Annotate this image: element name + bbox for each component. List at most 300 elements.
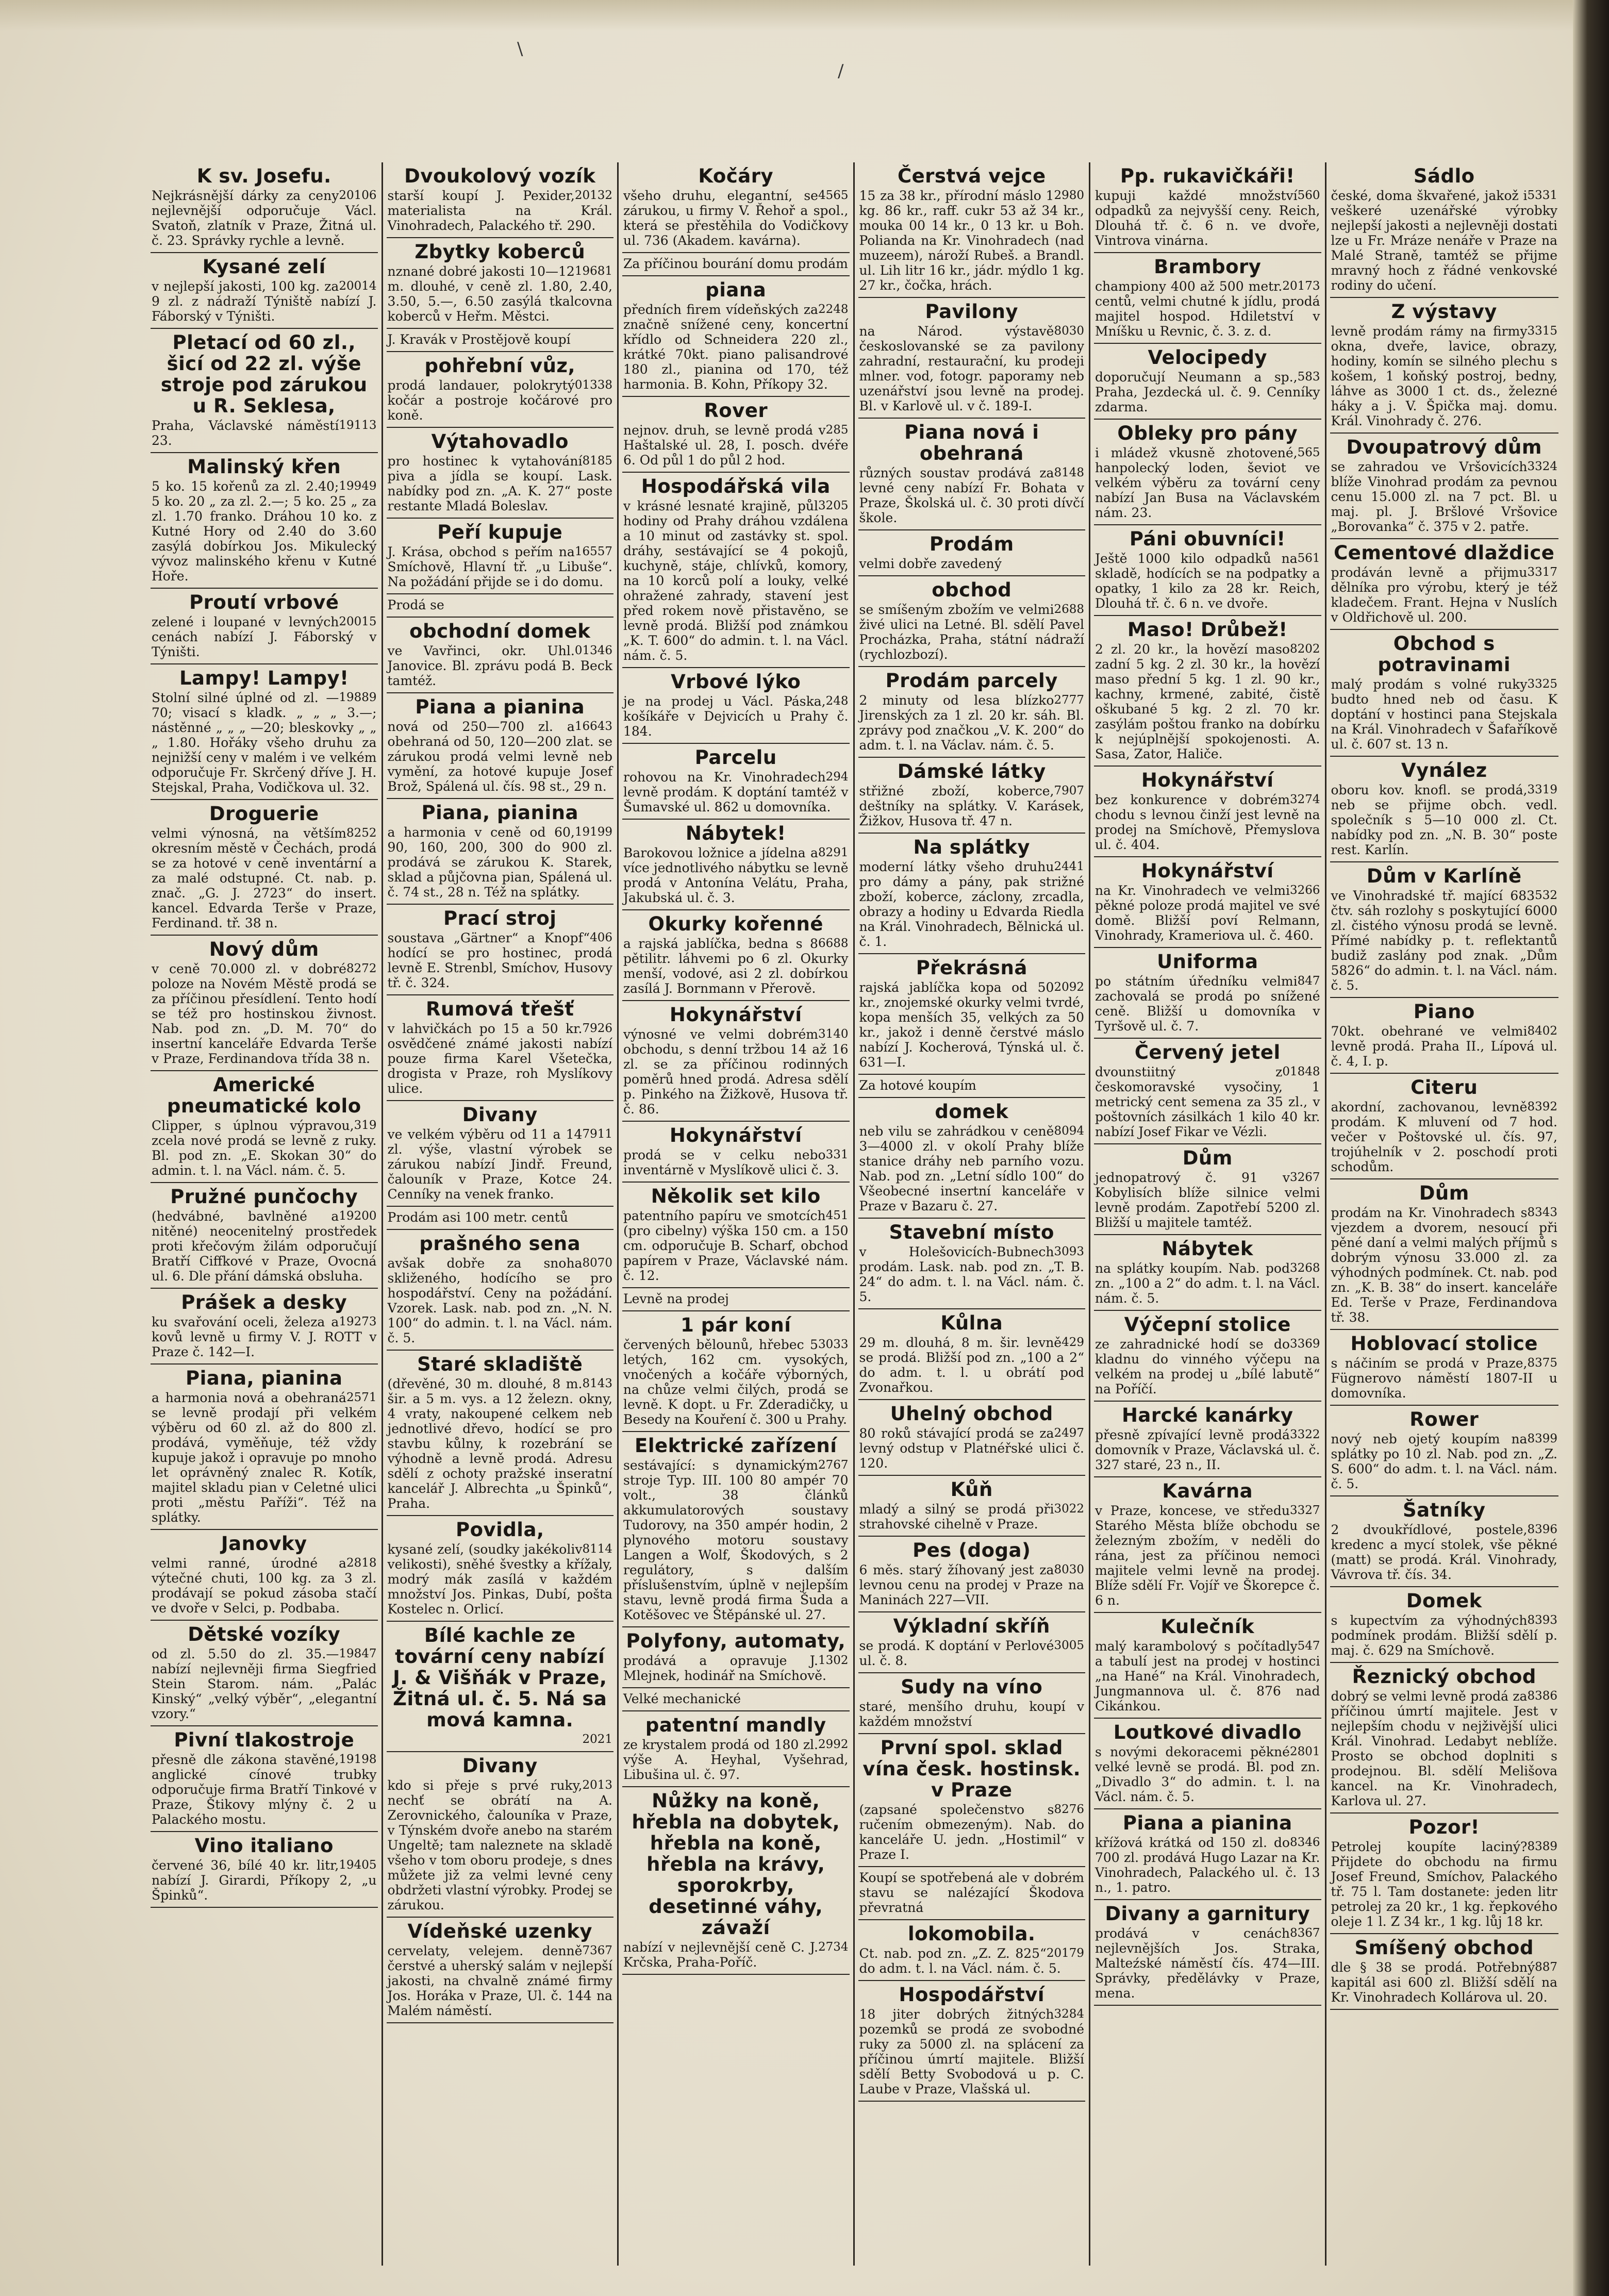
classified-ad bbox=[858, 1981, 1086, 2102]
ad-body bbox=[152, 1752, 377, 1827]
classified-ad bbox=[387, 1752, 614, 1918]
ad-body bbox=[623, 256, 849, 271]
ad-body bbox=[859, 556, 1085, 571]
ad-number: 2992 bbox=[818, 1738, 849, 1751]
ad-body bbox=[1331, 888, 1558, 993]
classified-ad bbox=[858, 1309, 1086, 1400]
ad-text: Stolní silné úplné od zl. —70; visací s kladk. „ „ „ 3.—; nástěnné „ „ „ —20; bleskovky „ „ „ 1.80. Hořáky všeho druhu za nejnižší ceny v malém i ve velkém odporučuje Fr. Skrčený dříve J. H. Stejskal, Praha, Vodičkova ul. 32. bbox=[152, 690, 377, 795]
ad-text: na splátky koupím. Nab. pod zn. „100 a 2“ do adm. t. l. na Václ. nám. č. 5. bbox=[1095, 1261, 1320, 1306]
ad-text: po státním úředníku velmi zachovalá se prodá po snížené ceně. Bližší u domovníka v Tyršově ul. č. 7. bbox=[1095, 974, 1320, 1034]
ad-body bbox=[1095, 1064, 1320, 1139]
ad-title: Kočáry bbox=[698, 165, 774, 187]
ad-number: 19200 bbox=[339, 1209, 377, 1223]
ad-number: 19681 bbox=[574, 264, 612, 278]
classified-ad bbox=[1094, 1613, 1321, 1719]
ad-title: Dům bbox=[1182, 1147, 1233, 1169]
classified-ad bbox=[1094, 948, 1321, 1039]
ad-number: 2248 bbox=[818, 303, 849, 316]
classified-ad bbox=[622, 162, 850, 253]
classified-ad bbox=[622, 820, 850, 910]
ad-title: Nový dům bbox=[209, 938, 319, 960]
ad-text: nznané dobré jakosti 10—12 m. dlouhé, v ceně zl. 1.80, 2.40, 3.50, 5.—, 6.50 zasýlá tkalcovna koberců v Heřm. Městci. bbox=[387, 264, 612, 324]
classified-ad bbox=[858, 1673, 1086, 1734]
ad-body bbox=[152, 479, 377, 584]
ad-body bbox=[152, 961, 377, 1066]
ad-title: Na splátky bbox=[913, 836, 1030, 858]
classified-ad bbox=[1094, 525, 1321, 616]
ad-number: 565 bbox=[1297, 446, 1320, 459]
ad-text: ve velkém výběru od 11 a 14 zl. výše, vlastní výrobek se zárukou nabízí Jindř. Freund, čalouník v Praze, Kotce 24. Cenníky na venek franko. bbox=[387, 1127, 612, 1202]
ad-body bbox=[859, 859, 1085, 949]
ad-text: Za příčinou bourání domu prodám bbox=[623, 256, 848, 271]
ad-title: Vino italiano bbox=[194, 1835, 334, 1857]
ad-number: 532 bbox=[1535, 889, 1557, 902]
classified-ad bbox=[387, 1207, 614, 1230]
classified-ad bbox=[1330, 1406, 1559, 1496]
ad-text: i mládež vkusně zhotovené, hanpolecký loden, ševiot ve velkém výběru za tovární ceny nabízí Jan Busa na Václavském nám. 23. bbox=[1095, 445, 1320, 520]
ad-body bbox=[859, 1946, 1085, 1976]
ad-title: Piano bbox=[1413, 1001, 1475, 1023]
classified-ad bbox=[1330, 1330, 1559, 1406]
ad-number: 7926 bbox=[582, 1022, 612, 1035]
ad-title: Piana a pianina bbox=[415, 696, 585, 718]
ad-title: První spol. sklad vína česk. hostinsk. v Praze bbox=[862, 1737, 1081, 1801]
ad-body bbox=[1331, 1205, 1558, 1325]
ad-column-4 bbox=[855, 162, 1091, 2266]
ad-text: ze krystalem prodá od 180 zl. výše A. Heyhal, Vyšehrad, Libušina ul. č. 97. bbox=[623, 1737, 849, 1782]
ad-text: je na prodej u Václ. Páska, košíkáře v Dejvicích u Prahy č. 184. bbox=[623, 694, 849, 739]
ad-body bbox=[388, 1943, 613, 2018]
ad-text: mladý a silný se prodá při strahovské cihelně v Praze. bbox=[859, 1502, 1054, 1532]
ad-number: 19199 bbox=[574, 825, 612, 839]
classified-ad bbox=[151, 589, 378, 664]
ad-number: 2021 bbox=[582, 1733, 612, 1746]
ad-number: 20106 bbox=[339, 189, 377, 202]
ad-number: 8343 bbox=[1527, 1206, 1557, 1219]
ad-title: Brambory bbox=[1154, 256, 1262, 278]
classified-ad bbox=[151, 800, 378, 936]
ad-title: Polyfony, automaty, bbox=[626, 1630, 846, 1652]
ad-number: 20132 bbox=[574, 189, 612, 202]
classified-ad bbox=[387, 1101, 614, 1207]
ad-number: 6688 bbox=[818, 937, 849, 950]
ad-text: J. Kravák v Prostějově koupí bbox=[387, 332, 571, 347]
classified-ad bbox=[622, 1627, 850, 1688]
ad-title: Prodám parcely bbox=[885, 670, 1058, 692]
ad-title: obchod bbox=[932, 579, 1012, 601]
classified-ad bbox=[622, 1122, 850, 1183]
ad-number: 20014 bbox=[339, 279, 377, 293]
ad-title: Cementové dlaždice bbox=[1334, 542, 1555, 564]
ad-number: 560 bbox=[1297, 189, 1320, 202]
ad-number: 8389 bbox=[1527, 1840, 1557, 1853]
ad-body bbox=[152, 1646, 377, 1721]
ad-text: zelené i loupané v levných cenách nabízí J. Fáborský v Týništi. bbox=[152, 614, 377, 659]
ad-number: 4565 bbox=[818, 189, 849, 202]
ad-text: s náčiním se prodá v Praze, Fügnerovo náměstí 1807-II u domovníka. bbox=[1331, 1356, 1557, 1401]
ad-text: oboru kov. knofl. se prodá, neb se přijme obch. vedl. společník s 5—10 000 zl. Ct. nabídky pod zn. „N. B. 30“ poste rest. Karlín. bbox=[1331, 783, 1557, 857]
classified-ad bbox=[387, 329, 614, 352]
ad-title: prašného sena bbox=[419, 1233, 581, 1255]
ad-body bbox=[623, 423, 849, 468]
ad-number: 8070 bbox=[582, 1256, 612, 1270]
classified-ad bbox=[1094, 253, 1321, 344]
ad-body bbox=[1095, 1337, 1320, 1396]
ad-text: Za hotové koupím bbox=[859, 1078, 976, 1093]
classified-ad bbox=[151, 936, 378, 1071]
ad-text: prodává v cenách nejlevnějších Jos. Straka, Malteźské náměstí čís. 474—III. Správky, předělávky v Praze, mena. bbox=[1095, 1926, 1320, 2001]
ad-title: K sv. Josefu. bbox=[196, 165, 331, 187]
ad-title: 1 pár koní bbox=[681, 1314, 791, 1336]
ad-body bbox=[859, 1502, 1085, 1532]
ad-number: 8399 bbox=[1527, 1432, 1557, 1445]
ad-text: křížová krátká od 150 zl. do 700 zl. prodává Hugo Lazar na Kr. Vinohradech, Palackého ul. č. 13 n., 1. patro. bbox=[1095, 1835, 1320, 1895]
classified-ad bbox=[858, 576, 1086, 667]
ad-body bbox=[623, 1147, 849, 1177]
ad-title: obchodní domek bbox=[409, 620, 591, 642]
ad-number: 3327 bbox=[1289, 1504, 1320, 1517]
ad-body bbox=[859, 1335, 1085, 1395]
ad-text: červených bělounů, hřebec 5 letých, 162 cm. vysokých, vnočených a kočáře výborných, na chůze velmi čilých, prodá se levně. K dopt. u Fr. Zderadičky, u Besedy na Kouření č. 300 u Prahy. bbox=[623, 1337, 849, 1427]
ad-title: Vrbové lýko bbox=[671, 671, 801, 693]
ad-number: 3268 bbox=[1289, 1261, 1320, 1275]
ad-text: a rajská jablíčka, bedna s 8 pětilitr. láhvemi po 6 zl. Okurky menší, vodové, asi 2 zl. dobírkou zasílá J. Bornmann v Přerově. bbox=[623, 936, 849, 996]
classified-ad bbox=[622, 1311, 850, 1432]
ad-text: s novými dekoracemi pěkné velké levně se prodá. Bl. pod zn. „Divadlo 3“ do admin. t. l. na Václ. nám. č. 5. bbox=[1095, 1744, 1320, 1804]
ad-body bbox=[152, 826, 377, 930]
ad-title: Šatníky bbox=[1402, 1499, 1486, 1521]
classified-ad bbox=[622, 253, 850, 276]
classified-ad bbox=[151, 253, 378, 329]
ad-title: Americké pneumatické kolo bbox=[167, 1074, 361, 1117]
ad-body bbox=[623, 694, 849, 739]
ad-number: 406 bbox=[590, 931, 612, 944]
ad-body bbox=[1331, 1522, 1558, 1582]
ad-number: 19847 bbox=[339, 1647, 377, 1660]
ad-number: 3369 bbox=[1289, 1337, 1320, 1351]
ad-number: 3322 bbox=[1289, 1428, 1320, 1441]
ad-number: 20015 bbox=[339, 615, 377, 628]
classified-ad bbox=[1330, 1179, 1559, 1330]
ad-number: 8291 bbox=[818, 846, 849, 859]
ad-text: jednopatrový č. 91 v Kobylisích blíže silnice velmi levně prodám. Zapotřebí 5200 zl. Bližší u majitele tamtéž. bbox=[1095, 1170, 1320, 1230]
ad-body bbox=[388, 1376, 613, 1511]
ad-text: rohovou na Kr. Vinohradech levně prodám. K doptání tamtéž v Šumavské ul. 862 u domovníka. bbox=[623, 770, 849, 814]
ad-text: moderní látky všeho druhu pro dámy a pány, pak strižné zboží, koberce, záclony, zrcadla, obrazy a hodiny u Edvarda Riedla na Král. Vinohradech, Bělnická ul. č. 1. bbox=[859, 859, 1084, 949]
ad-text: staré, menšího druhu, koupí v každém množství bbox=[859, 1699, 1084, 1729]
classified-ad bbox=[151, 1183, 378, 1289]
ad-text: Koupí se spotřebená ale v dobrém stavu se nalézající Škodova převratná bbox=[859, 1870, 1084, 1915]
ad-body bbox=[388, 825, 613, 900]
classified-ad bbox=[1094, 1719, 1321, 1809]
ad-body bbox=[859, 1638, 1085, 1668]
ad-text: ve Vavřinci, okr. Uhl. Janovice. Bl. zprávu podá B. Beck tamtéž. bbox=[387, 643, 612, 688]
ad-text: Prodám asi 100 metr. centů bbox=[387, 1210, 568, 1225]
classified-ad bbox=[622, 276, 850, 397]
ad-text: v Holešovicích-Bubnech prodám. Lask. nab. pod zn. „T. B. 24“ do adm. t. l. na Václ. nám. č. 5. bbox=[859, 1244, 1084, 1304]
ad-title: Piana a pianina bbox=[1122, 1812, 1292, 1834]
ad-title: Několik set kilo bbox=[651, 1185, 821, 1207]
ad-body bbox=[859, 1699, 1085, 1729]
classified-ad bbox=[622, 473, 850, 668]
ad-body bbox=[623, 1208, 849, 1283]
classified-ad bbox=[622, 668, 850, 744]
ad-body bbox=[152, 1315, 377, 1359]
ad-body bbox=[623, 1291, 849, 1306]
classified-ad bbox=[1330, 1496, 1559, 1587]
classified-ad bbox=[1330, 757, 1559, 862]
ad-text: se smíšeným zbožím ve velmi živé ulici na Letné. Bl. sdělí Pavel Procházka, Praha, státní nádraží (rychlozbozí). bbox=[859, 602, 1084, 662]
ad-title: Divany a garnitury bbox=[1105, 1903, 1311, 1925]
ad-text: přesně dle zákona stavěné, anglické cínové trubky odporučuje firma Bratří Tinkové v Praze, Štikovy mlýny č. 2 u Palackého mostu. bbox=[152, 1752, 377, 1827]
ad-number: 2497 bbox=[1054, 1426, 1084, 1440]
ad-title: patentní mandly bbox=[645, 1714, 826, 1736]
ad-body bbox=[1331, 1839, 1558, 1929]
ad-text: kysané zelí, (soudky jakékoliv velikosti), sněhé švestky a křížaly, modrý mák zasílá v každém množství Jos. Pinkas, Dubí, pošta Kostelec n. Orlicí. bbox=[387, 1542, 612, 1617]
ad-body bbox=[859, 1870, 1085, 1915]
ad-text: prodá se v celku nebo inventárně v Myslíkově ulici č. 3. bbox=[623, 1147, 839, 1177]
ad-text: a harmonia v ceně od 60, 90, 160, 200, 300 do 900 zl. prodává se zárukou K. Starek, sklad a půjčovna pian, Spálená ul. č. 74 st., 28 n. Též na splátky. bbox=[387, 825, 612, 900]
ad-text: všeho druhu, elegantní, se zárukou, u firmy V. Řehoř a spol., která se přestěhila do Vodičkovy ul. 736 (Akadem. kavárna). bbox=[623, 188, 849, 248]
ad-number: 3315 bbox=[1527, 324, 1557, 338]
page-binding-edge bbox=[1573, 0, 1609, 2296]
classified-ad bbox=[387, 799, 614, 905]
ad-number: 8346 bbox=[1289, 1836, 1320, 1849]
ad-text: levně prodám rámy na firmy okna, dveře, lavice, obrazy, hodiny, komín se silného plechu s košem, 1 koňský postroj, bedny, láhve as 3000 1 ct. ds., železné háky a j. V. Špička maj. domu. Král. Vinohrady č. 276. bbox=[1331, 324, 1557, 428]
ad-body bbox=[388, 1127, 613, 1202]
ad-text: ve Vinohradské tř. mající 683 čtv. sáh rozlohy s poskytující 6000 zl. čistého výnosu prodá se levně. Přímé nabídky p. t. reflektantů budiž zaslány pod znak. „Dům 5826“ do admin. t. l. na Václ. nám. č. 5. bbox=[1331, 888, 1557, 993]
ad-body bbox=[859, 2007, 1085, 2097]
ad-body bbox=[623, 498, 849, 663]
ad-title: Uniforma bbox=[1157, 951, 1258, 973]
classified-ad bbox=[151, 162, 378, 253]
ad-number: 8375 bbox=[1527, 1356, 1557, 1370]
classified-ad bbox=[622, 397, 850, 473]
ad-title: Droguerie bbox=[209, 803, 319, 825]
classified-ad bbox=[387, 1516, 614, 1622]
ad-title: Janovky bbox=[221, 1533, 307, 1555]
ad-text: červené 36, bílé 40 kr. litr, nabízí J. Girardi, Příkopy 2, „u Špinků“. bbox=[152, 1858, 377, 1903]
ad-text: 6 měs. starý žíhovaný jest za levnou cenu na prodej v Praze na Maninách 227—VII. bbox=[859, 1562, 1084, 1607]
ad-body bbox=[859, 602, 1085, 662]
classified-ad bbox=[387, 162, 614, 238]
ad-title: Vídeňské uzenky bbox=[407, 1920, 592, 1942]
ad-text: Prodá se bbox=[387, 597, 444, 612]
ad-title: Prací stroj bbox=[443, 907, 557, 929]
classified-ad bbox=[1330, 998, 1559, 1074]
ad-number: 8367 bbox=[1289, 1926, 1320, 1940]
ad-title: Červený jetel bbox=[1134, 1041, 1281, 1063]
ad-title: Rower bbox=[1409, 1408, 1479, 1430]
ad-title: Stavební místo bbox=[889, 1221, 1054, 1243]
ad-body bbox=[1095, 370, 1320, 414]
ad-number: 8396 bbox=[1527, 1523, 1557, 1536]
ad-body bbox=[1095, 1744, 1320, 1804]
ad-text: doporučují Neumann a sp., Praha, Jezdecká ul. č. 9. Cenníky zdarma. bbox=[1095, 370, 1320, 414]
ad-body bbox=[859, 1244, 1085, 1304]
ad-text: malý karambolový s počítadly a tabulí jest na prodej v hostinci „na Hané“ na Král. Vinohradech, Jungmannova ul. č. 876 nad Cikánkou. bbox=[1095, 1639, 1320, 1713]
ad-number: 19113 bbox=[339, 419, 377, 432]
ad-number: 3267 bbox=[1289, 1171, 1320, 1184]
ad-title: domek bbox=[935, 1101, 1009, 1123]
ad-title: Pes (doga) bbox=[913, 1539, 1031, 1561]
ad-column-1 bbox=[147, 162, 383, 2266]
ad-text: Barokovou ložnice a jídelna a více jednotlivého nábytku se levně prodá v Antonína Velátu, Praha, Jakubská ul. č. 3. bbox=[623, 845, 849, 905]
classified-ad bbox=[858, 162, 1086, 298]
ad-text: (zapsané společenstvo s ručením obmezeným). Nab. do kanceláře U. jedn. „Hostimil“ v Praze I. bbox=[859, 1802, 1084, 1862]
classified-ad bbox=[1094, 1809, 1321, 1900]
ad-body bbox=[388, 1542, 613, 1617]
ad-body bbox=[1095, 1926, 1320, 2001]
ad-title: Obleky pro pány bbox=[1117, 422, 1298, 444]
ad-title: Kůlna bbox=[940, 1312, 1003, 1334]
ad-title: Z výstavy bbox=[1391, 301, 1497, 323]
ad-title: Dvoukolový vozík bbox=[404, 165, 596, 187]
ad-text: dobrý se velmi levně prodá za příčinou úmrtí majitele. Jest v nejlepším chodu v nejživější ulici Král. Vinohrad. Ledabyt neblíže. Prosto se obchod doplniti s prodejnou. Bl. sdělí Melišova kancel. na Kr. Vinohradech, Karlova ul. 27. bbox=[1331, 1689, 1557, 1808]
classified-ad bbox=[1094, 1402, 1321, 1477]
ad-title: Pp. rukavičkáři! bbox=[1120, 165, 1295, 187]
classified-ad bbox=[387, 594, 614, 618]
ad-text: v Praze, koncese, ve středu Starého Města blíže obchodu se železným zbožím, v neděli do rána, jest za příčinou nemoci majitele velmi levně na prodej. Blíže sdělí Fr. Vojíř ve Škorepce č. 6 n. bbox=[1095, 1503, 1320, 1608]
ad-number: 3324 bbox=[1527, 460, 1557, 473]
classified-ad bbox=[1330, 1934, 1559, 2010]
classified-ad bbox=[1330, 1813, 1559, 1934]
ad-body bbox=[859, 1426, 1085, 1471]
ad-text: se prodá. K doptání v Perlové ul. č. 8. bbox=[859, 1638, 1054, 1668]
ad-number: 887 bbox=[1535, 1960, 1557, 1974]
ad-title: Páni obuvníci! bbox=[1129, 528, 1286, 550]
ad-title: Uhelný obchod bbox=[890, 1403, 1053, 1425]
ad-title: Pavilony bbox=[925, 301, 1018, 323]
classified-ad bbox=[858, 530, 1086, 576]
ad-column-2 bbox=[383, 162, 619, 2266]
ad-body bbox=[388, 1732, 613, 1747]
ad-title: Hokynářství bbox=[669, 1124, 802, 1146]
ad-title: Lampy! Lampy! bbox=[179, 667, 349, 689]
ad-number: 847 bbox=[1297, 974, 1320, 988]
classified-ad bbox=[151, 1621, 378, 1726]
ad-body bbox=[388, 264, 613, 324]
ad-text: výnosné ve velmi dobrém obchodu, s denní tržbou 14 až 16 zl. se za příčinou rodinných poměrů hned prodá. Adresa sdělí p. Pinkého na Žižkově, Husova tř. č. 86. bbox=[623, 1027, 849, 1117]
classified-ad bbox=[858, 667, 1086, 758]
ad-title: pohřební vůz, bbox=[424, 355, 576, 377]
ad-title: Povidla, bbox=[455, 1519, 544, 1541]
ad-number: 8143 bbox=[582, 1377, 612, 1390]
classified-ad bbox=[387, 1351, 614, 1516]
classified-ads bbox=[147, 162, 1562, 2266]
ad-number: 20179 bbox=[1046, 1946, 1084, 1960]
ad-text: v ceně 70.000 zl. v dobré poloze na Novém Městě prodá se za příčinou přesídlení. Tento hodí se též pro hostinskou živnost. Nab. pod zn. „D. M. 70“ do insertní kanceláře Edvarda Terše v Praze, Ferdinandova třída 38 n. bbox=[152, 961, 377, 1066]
classified-ad bbox=[1094, 767, 1321, 857]
ad-body bbox=[1095, 445, 1320, 520]
classified-ad bbox=[858, 298, 1086, 419]
ad-title: Kůň bbox=[950, 1478, 993, 1501]
ad-number: 583 bbox=[1297, 370, 1320, 384]
ad-text: v nejlepší jakosti, 100 kg. za 9 zl. z nádraží Týniště nabízí J. Fáborský v Týništi. bbox=[152, 279, 377, 324]
ad-text: na Kr. Vinohradech ve velmi pěkné poloze prodá majitel ve své domě. Bližší poví Relmann, Vinohrady, Krameriova ul. č. 460. bbox=[1095, 883, 1320, 943]
ad-body bbox=[152, 418, 377, 448]
ad-number: 2980 bbox=[1054, 189, 1084, 202]
ad-number: 429 bbox=[1061, 1336, 1084, 1349]
ad-number: 561 bbox=[1297, 552, 1320, 565]
ad-body bbox=[623, 188, 849, 248]
classified-ad bbox=[622, 1288, 850, 1311]
ad-number: 319 bbox=[354, 1119, 377, 1132]
ad-title: Proutí vrbové bbox=[189, 591, 339, 613]
ad-title: Vynález bbox=[1401, 759, 1487, 781]
classified-ad bbox=[387, 905, 614, 995]
ad-body bbox=[388, 643, 613, 688]
ad-text: avšak dobře za snoha skliženého, hodícího se pro hospodářství. Ceny na požádání. Vzorek. Lask. nab. pod zn. „N. N. 100“ do admin. t. l. na Václ. nám. č. 5. bbox=[387, 1256, 612, 1345]
classified-ad bbox=[858, 1219, 1086, 1309]
ad-number: 3140 bbox=[818, 1027, 849, 1041]
ad-number: 8185 bbox=[582, 454, 612, 468]
ad-text: 29 m. dlouhá, 8 m. šir. levně se prodá. Bližší pod zn. „100 a 2“ do adm. t. l. u obrátí pod Zvonařkou. bbox=[859, 1335, 1084, 1395]
ad-title: Dámské látky bbox=[897, 760, 1046, 783]
page-top-shadow bbox=[0, 0, 1609, 31]
ad-number: 2767 bbox=[818, 1458, 849, 1472]
ad-text: nabízí v nejlevnější ceně C. J. Krčska, Praha-Poříč. bbox=[623, 1940, 818, 1970]
classified-ad bbox=[858, 1400, 1086, 1476]
ad-number: 3093 bbox=[1054, 1245, 1084, 1258]
ad-title: Řeznický obchod bbox=[1352, 1666, 1536, 1688]
ad-body bbox=[859, 465, 1085, 525]
ad-number: 3319 bbox=[1527, 783, 1557, 796]
ad-text: cervelaty, velejem. denně čerstvé a uherský salám v nejlepší jakosti, na chvalně známé firmy Jos. Horáka v Praze, Ul. č. 144 na Malém náměstí. bbox=[387, 1943, 612, 2018]
ad-number: 19273 bbox=[339, 1315, 377, 1328]
classified-ad bbox=[387, 1622, 614, 1752]
ad-body bbox=[388, 454, 613, 513]
classified-ad bbox=[387, 1918, 614, 2023]
classified-ad bbox=[151, 1530, 378, 1621]
ad-number: 3284 bbox=[1054, 2007, 1084, 2021]
classified-ad bbox=[151, 1365, 378, 1530]
ad-body bbox=[623, 1337, 849, 1427]
classified-ad bbox=[858, 834, 1086, 954]
ad-body bbox=[859, 1124, 1085, 1213]
ad-number: 2441 bbox=[1054, 860, 1084, 873]
ad-text: pro hostinec k vytahování piva a jídla se koupí. Lask. nabídky pod zn. „A. K. 27“ poste restante Mladá Boleslav. bbox=[387, 454, 612, 513]
ad-title: Pivní tlakostroje bbox=[174, 1729, 355, 1751]
ad-body bbox=[1331, 1356, 1558, 1401]
ad-title: piana bbox=[705, 279, 767, 301]
ad-body bbox=[623, 1458, 849, 1622]
classified-ad bbox=[858, 1537, 1086, 1612]
classified-ad bbox=[622, 1787, 850, 1975]
classified-ad bbox=[1094, 344, 1321, 420]
ad-body bbox=[388, 378, 613, 423]
ad-text: dle § 38 se prodá. Potřebný kapitál asi 600 zl. Bližší sdělí na Kr. Vinohradech Kollárova ul. 20. bbox=[1331, 1960, 1557, 2005]
ad-text: 70kt. obehrané ve velmi levně prodá. Praha II., Lípová ul. č. 4, I. p. bbox=[1331, 1024, 1557, 1069]
ad-body bbox=[1095, 1170, 1320, 1230]
classified-ad bbox=[387, 693, 614, 799]
ad-body bbox=[1331, 1689, 1558, 1808]
ad-title: Nábytek! bbox=[685, 822, 786, 844]
classified-ad bbox=[858, 954, 1086, 1075]
ad-text: nejnov. druh, se levně prodá v Haštalské ul. 28, I. posch. dvéře 6. Od půl 1 do půl 2 hod. bbox=[623, 423, 849, 468]
ad-text: na Národ. výstavě českoslovanské se za pavilony zahradní, restaurační, ku prodeji mlner. vod, fotogr. paporamy neb uzenářství jsou levně na prodej. Bl. v Karlově ul. v č. 189-I. bbox=[859, 324, 1084, 413]
ad-number: 2734 bbox=[818, 1940, 849, 1954]
ad-text: starší koupí J. Pexider, materialista na Král. Vinohradech, Palackého tř. 290. bbox=[387, 188, 612, 233]
ad-number: 8393 bbox=[1527, 1613, 1557, 1627]
ad-column-5 bbox=[1090, 162, 1326, 2266]
classified-ad bbox=[1094, 1477, 1321, 1613]
ad-body bbox=[388, 1256, 613, 1345]
ad-number: 2777 bbox=[1054, 693, 1084, 707]
ad-title: Dvoupatrový dům bbox=[1346, 436, 1542, 458]
classified-ad bbox=[1330, 862, 1559, 998]
ad-title: Parcelu bbox=[694, 746, 777, 769]
